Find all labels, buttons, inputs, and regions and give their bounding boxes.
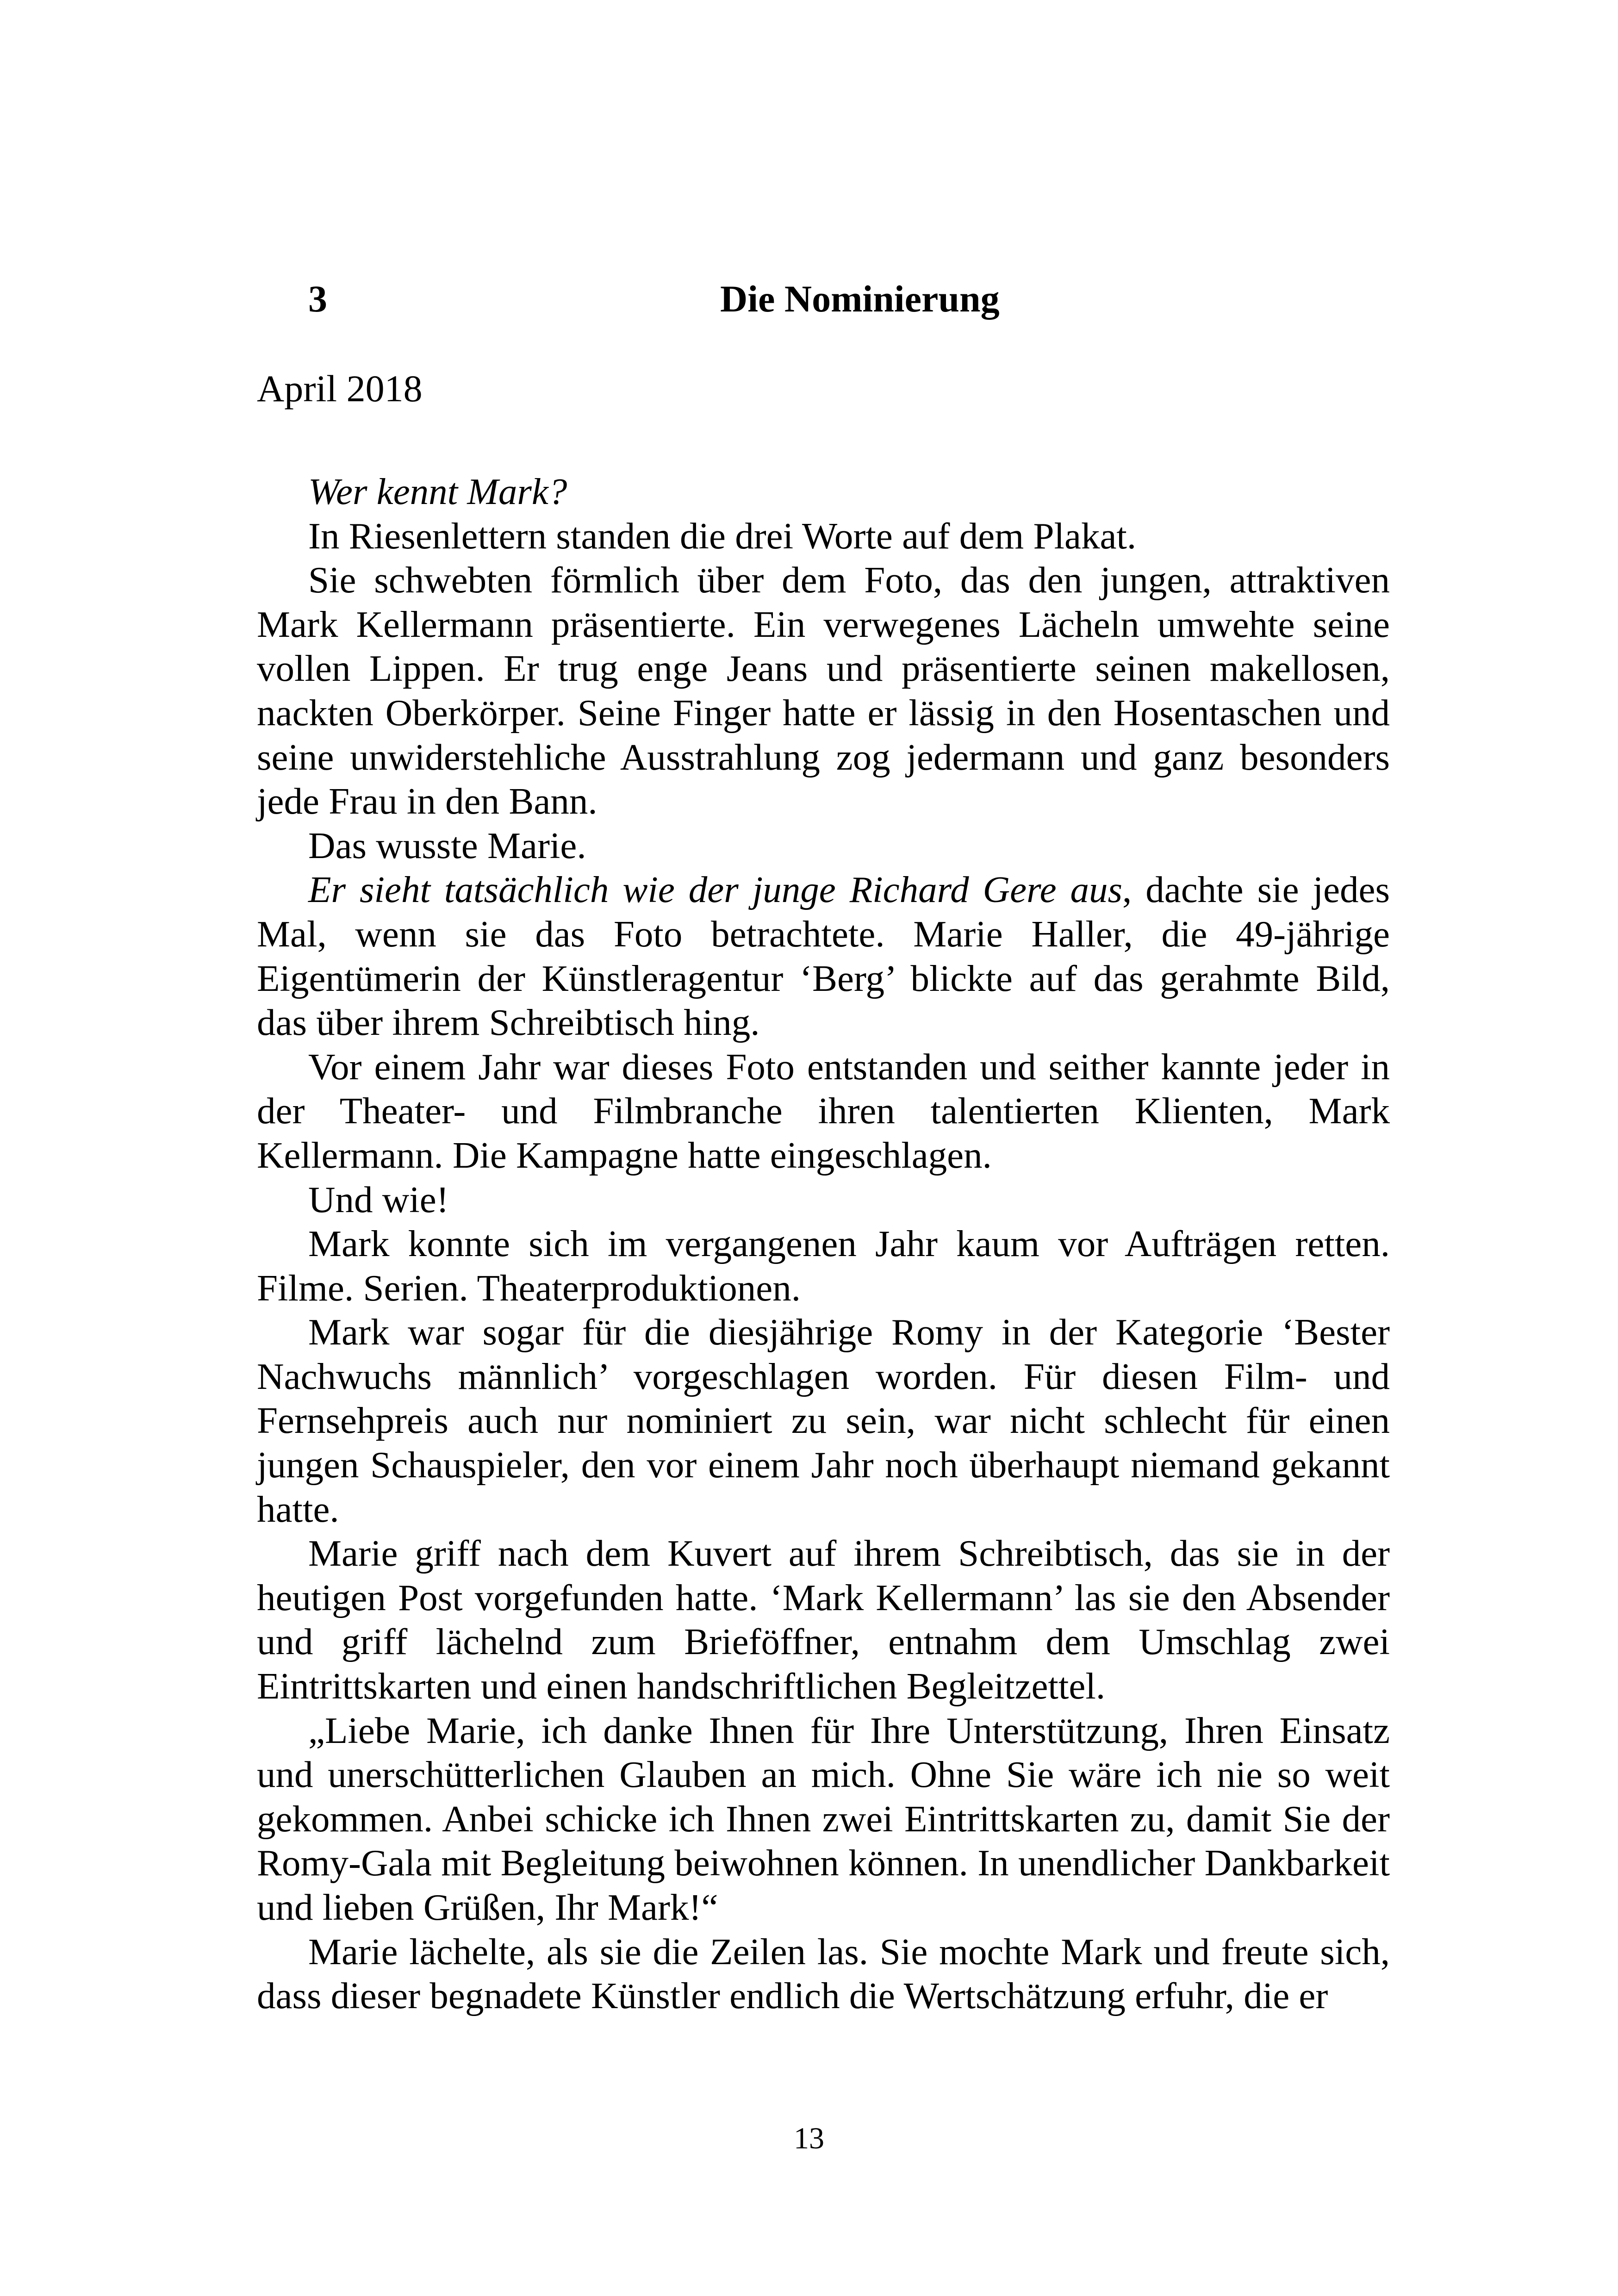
paragraph-text: Marie lächelte, als sie die Zeilen las. Sie mochte Mark und freute sich, dass dieser begnadete Künstler endlich die Wertschätzung erfuhr, die er (257, 1930, 1390, 2017)
paragraph-italic: Wer kennt Mark? (308, 471, 567, 512)
paragraph (257, 514, 1390, 559)
paragraph-text: Marie griff nach dem Kuvert auf ihrem Schreibtisch, das sie in der heutigen Post vorgefunden hatte. ‘Mark Kellermann’ las sie den Absender und griff lächelnd zum Brieföffner, entnahm dem Umschlag zwei Eintrittskarten und einen handschriftlichen Begleitzettel. (257, 1532, 1390, 1707)
dateline: April 2018 (257, 367, 423, 410)
paragraph-text: Mark konnte sich im vergangenen Jahr kaum vor Aufträgen retten. Filme. Serien. Theaterproduktionen. (257, 1223, 1390, 1309)
paragraph (257, 824, 1390, 868)
chapter-number: 3 (308, 278, 327, 320)
paragraph-text: Mark war sogar für die diesjährige Romy in der Kategorie ‘Bester Nachwuchs männlich’ vorgeschlagen worden. Für diesen Film- und Fernsehpreis auch nur nominiert zu sein, war nicht schlecht für einen jungen Schauspieler, den vor einem Jahr noch überhaupt niemand gekannt hatte. (257, 1311, 1390, 1530)
chapter-title: Die Nominierung (720, 278, 1000, 320)
paragraph-text: Vor einem Jahr war dieses Foto entstanden und seither kannte jeder in der Theater- und Filmbranche ihren talentierten Klienten, Mark Kellermann. Die Kampagne hatte eingeschlagen. (257, 1045, 1390, 1176)
paragraph-text: Sie schwebten förmlich über dem Foto, das den jungen, attraktiven Mark Kellermann präsentierte. Ein verwegenes Lächeln umwehte seine vollen Lippen. Er trug enge Jeans und präsentierte seinen makellosen, nackten Oberkörper. Seine Finger hatte er lässig in den Hosentaschen und seine unwiderstehliche Ausstrahlung zog jedermann und ganz besonders jede Frau in den Bann. (257, 559, 1390, 822)
paragraph (257, 1222, 1390, 1310)
paragraph-text: Das wusste Marie. (308, 824, 586, 866)
paragraph (257, 1310, 1390, 1531)
paragraph (257, 1045, 1390, 1178)
paragraph (257, 868, 1390, 1045)
paragraph (257, 1709, 1390, 1930)
paragraph (257, 470, 1390, 514)
paragraph (257, 1531, 1390, 1708)
paragraph-text: In Riesenlettern standen die drei Worte auf dem Plakat. (308, 515, 1137, 557)
paragraph (257, 1930, 1390, 2018)
paragraph-text: „Liebe Marie, ich danke Ihnen für Ihre Unterstützung, Ihren Einsatz und unerschütterlichen Glauben an mich. Ohne Sie wäre ich nie so weit gekommen. Anbei schicke ich Ihnen zwei Eintrittskarten zu, damit Sie der Romy-Gala mit Begleitung beiwohnen können. In unendlicher Dankbarkeit und lieben Grüßen, Ihr Mark!“ (257, 1709, 1390, 1928)
page-number: 13 (794, 2122, 824, 2155)
paragraph-italic: Er sieht tatsächlich wie der junge Richard Gere aus (308, 869, 1123, 911)
paragraph-text: , dachte sie jedes Mal, wenn sie das Foto betrachtete. Marie Haller, die 49-jährige Eigentümerin der Künstleragentur ‘Berg’ blickte auf das gerahmte Bild, das über ihrem Schreibtisch hing. (257, 869, 1390, 1044)
paragraph-text: Und wie! (308, 1178, 449, 1220)
paragraph (257, 558, 1390, 824)
paragraph (257, 1178, 1390, 1222)
body-text (257, 470, 1390, 2018)
